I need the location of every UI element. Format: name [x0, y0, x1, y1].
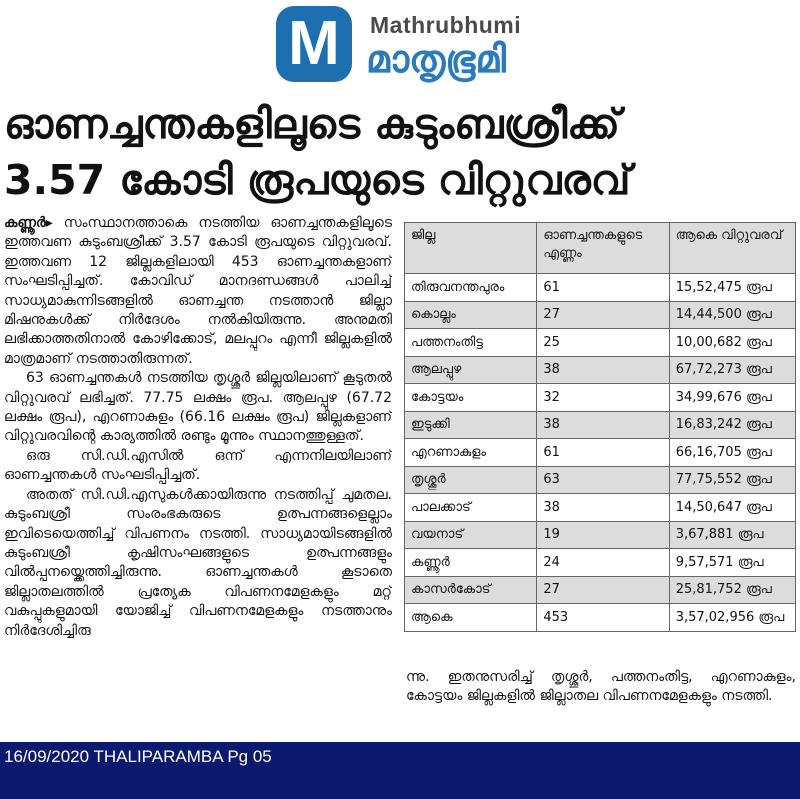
table-row [405, 439, 796, 467]
cell-market-count: 19 [537, 521, 669, 549]
sales-table-container [404, 222, 798, 632]
cell-district: ആലപ്പുഴ [405, 356, 537, 384]
table-row [405, 384, 796, 412]
cell-district: ഇടുക്കി [405, 411, 537, 439]
table-header-row [405, 223, 796, 274]
sales-table [404, 222, 796, 632]
cell-market-count: 63 [537, 466, 669, 494]
cell-district: ആകെ [405, 604, 537, 632]
table-row [405, 576, 796, 604]
cell-district: കണ്ണൂർ [405, 549, 537, 577]
cell-total-sales: 9,57,571 രൂപ [669, 549, 795, 577]
cell-market-count: 38 [537, 356, 669, 384]
headline [4, 96, 800, 208]
article-body [4, 214, 392, 744]
table-row [405, 329, 796, 357]
footer-bar [0, 742, 800, 799]
table-row [405, 549, 796, 577]
table-row [405, 494, 796, 522]
cell-market-count: 61 [537, 274, 669, 302]
cell-total-sales: 3,57,02,956 രൂപ [669, 604, 795, 632]
cell-district: കൊല്ലം [405, 301, 537, 329]
cell-total-sales: 34,99,676 രൂപ [669, 384, 795, 412]
brand-name-english: Mathrubhumi [370, 12, 522, 38]
cell-total-sales: 14,44,500 രൂപ [669, 301, 795, 329]
cell-district: കോട്ടയം [405, 384, 537, 412]
logo-letter: M [288, 9, 340, 78]
table-row [405, 301, 796, 329]
header-district: ജില്ല [405, 223, 537, 274]
cell-total-sales: 67,72,273 രൂപ [669, 356, 795, 384]
cell-total-sales: 66,16,705 രൂപ [669, 439, 795, 467]
table-row [405, 411, 796, 439]
table-row [405, 604, 796, 632]
cell-district: എറണാകുളം [405, 439, 537, 467]
cell-market-count: 61 [537, 439, 669, 467]
cell-market-count: 27 [537, 301, 669, 329]
table-row [405, 274, 796, 302]
cell-total-sales: 25,81,752 രൂപ [669, 576, 795, 604]
cell-district: കാസർകോട് [405, 576, 537, 604]
cell-market-count: 24 [537, 549, 669, 577]
article-paragraph-2: 63 ഓണച്ചന്തകൾ നടത്തിയ തൃശ്ശൂർ ജില്ലയിലാണ് കൂടുതൽ വിറ്റുവരവ് ലഭിച്ചത്. 77.75 ലക്ഷം രൂപ. ആലപ്പുഴ (67.72 ലക്ഷം രൂപ), എറണാകുളം (66.16 ലക്ഷം രൂപ) ജില്ലകളാണ് വിറ്റുവരവിന്റെ കാര്യത്തിൽ രണ്ടും മൂന്നും സ്ഥാനത്തുള്ളത്. [4, 370, 392, 445]
cell-market-count: 38 [537, 494, 669, 522]
headline-line-1: ഓണച്ചന്തകളിലൂടെ കുടുംബശ്രീക്ക് [4, 100, 620, 148]
table-row [405, 521, 796, 549]
cell-district: പാലക്കാട് [405, 494, 537, 522]
cell-total-sales: 10,00,682 രൂപ [669, 329, 795, 357]
cell-total-sales: 3,67,881 രൂപ [669, 521, 795, 549]
header-total-sales: ആകെ വിറ്റുവരവ് [669, 223, 795, 274]
paragraph-1-text: സംസ്ഥാനത്താകെ നടത്തിയ ഓണച്ചന്തകളിലൂടെ ഇത്തവണ കുടുംബശ്രീക്ക് 3.57 കോടി രൂപയുടെ വിറ്റുവരവ്. ഇത്തവണ 12 ജില്ലകളിലായി 453 ഓണച്ചന്തകളാണ് സംഘടിപ്പിച്ചത്. കോവിഡ് മാനദണ്ഡങ്ങൾ പാലിച്ച് സാധ്യമാകുന്നിടങ്ങളിൽ ഓണച്ചന്ത നടത്താൻ ജില്ലാ മിഷനുകൾക്ക് നിർദേശം നൽകിയിരുന്നു. അനുമതി ലഭിക്കാത്തതിനാൽ കോഴിക്കോട്, മലപ്പുറം എന്നീ ജില്ലകളിൽ മാത്രമാണ് നടത്താതിരുന്നത്. [4, 215, 392, 367]
cell-district: പത്തനംതിട്ട [405, 329, 537, 357]
cell-market-count: 25 [537, 329, 669, 357]
brand-name-malayalam: മാതൃഭൂമി [366, 37, 506, 81]
masthead [276, 6, 606, 84]
cell-total-sales: 77,75,552 രൂപ [669, 466, 795, 494]
cell-market-count: 27 [537, 576, 669, 604]
cell-market-count: 38 [537, 411, 669, 439]
footer-caption: 16/09/2020 THALIPARAMBA Pg 05 [4, 747, 272, 766]
cell-district: വയനാട് [405, 521, 537, 549]
headline-line-2: 3.57 കോടി രൂപയുടെ വിറ്റുവരവ് [4, 156, 631, 204]
cell-total-sales: 15,52,475 രൂപ [669, 274, 795, 302]
article-paragraph-3: ഒരു സി.ഡി.എസിൽ ഒന്ന് എന്നനിലയിലാണ് ഓണച്ചന്തകൾ സംഘടിപ്പിച്ചത്. [4, 447, 392, 484]
cell-district: തൃശ്ശൂർ [405, 466, 537, 494]
table-body [405, 274, 796, 632]
cell-market-count: 32 [537, 384, 669, 412]
table-row [405, 466, 796, 494]
dateline: കണ്ണൂർ▸ [4, 215, 53, 231]
cell-market-count: 453 [537, 604, 669, 632]
article-paragraph-1 [4, 214, 392, 369]
article-paragraph-4: അതത് സി.ഡി.എസുകൾക്കായിരുന്നു നടത്തിപ്പ് ചുമതല. കുടുംബശ്രീ സംരംഭകരുടെ ഉത്പന്നങ്ങളെല്ലാം ഇവിടെയെത്തിച്ച് വിപണനം നടത്തി. സാധ്യമായിടങ്ങളിൽ കുടുംബശ്രീ കൃഷിസംഘങ്ങളുടെ ഉത്പന്നങ്ങളും വിൽപ്പനയ്ക്കെത്തിച്ചിരുന്നു. ഓണച്ചന്തകൾ കൂടാതെ ജില്ലാതലത്തിൽ പ്രത്യേക വിപണനമേളകളും മറ്റ് വകുപ്പുകളുമായി യോജിച്ച് വിപണനമേളകളും നടത്താനും നിർദേശിച്ചിരു [4, 486, 392, 639]
header-market-count: ഓണച്ചന്തകളുടെ എണ്ണം [537, 223, 669, 274]
cell-total-sales: 14,50,647 രൂപ [669, 494, 795, 522]
article-continuation: ന്നു. ഇതനുസരിച്ച് തൃശ്ശൂർ, പത്തനംതിട്ട, എറണാകുളം, കോട്ടയം ജില്ലകളിൽ ജില്ലാതല വിപണനമേളകളും നടത്തി. [406, 669, 796, 705]
logo-icon [276, 6, 352, 82]
cell-district: തിരുവനന്തപുരം [405, 274, 537, 302]
table-row [405, 356, 796, 384]
cell-total-sales: 16,83,242 രൂപ [669, 411, 795, 439]
